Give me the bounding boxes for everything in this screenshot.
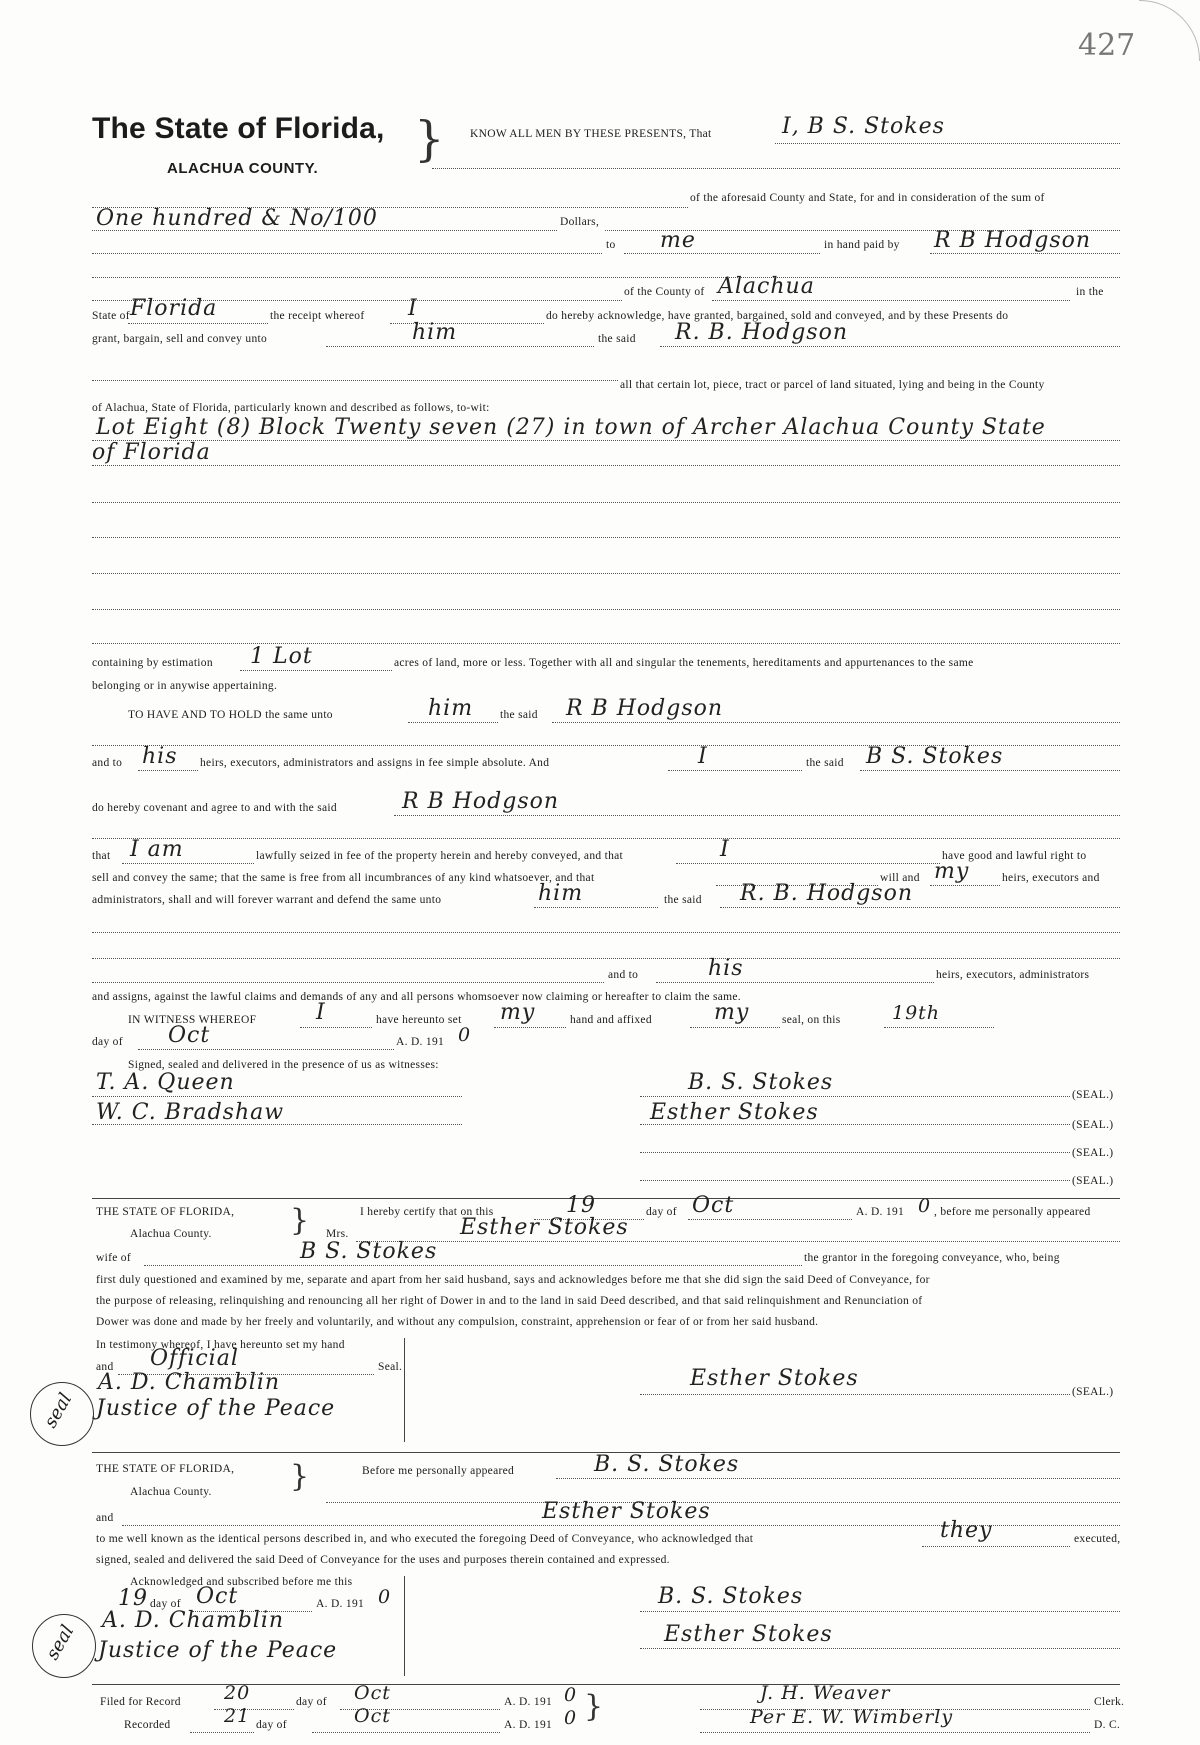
witness-2-handwriting: W. C. Bradshaw: [96, 1100, 285, 1125]
filed-day-of: day of: [296, 1696, 327, 1708]
ack-signature-2-handwriting: Esther Stokes: [664, 1622, 833, 1647]
rule: [300, 1027, 372, 1028]
know-all-text: KNOW ALL MEN BY THESE PRESENTS, That: [470, 128, 712, 140]
receipt-handwriting: I: [408, 296, 418, 321]
rec-month-handwriting: Oct: [354, 1705, 391, 1727]
witness-text: IN WITNESS WHEREOF: [128, 1014, 257, 1026]
rule: [128, 323, 268, 324]
rule: [92, 380, 618, 381]
dower-day-handwriting: 19: [566, 1193, 596, 1218]
ack-brace: }: [290, 1459, 310, 1494]
and-to-2-text: and to: [608, 969, 639, 981]
dower-title-handwriting: Justice of the Peace: [96, 1396, 336, 1421]
rule: [92, 609, 1120, 610]
filed-month-handwriting: Oct: [354, 1682, 391, 1704]
recorded-text: Recorded: [124, 1719, 171, 1731]
dc-handwriting: Per E. W. Wimberly: [750, 1706, 954, 1728]
signed-text: Signed, sealed and delivered in the presence of us as witnesses:: [128, 1059, 439, 1071]
description-line-1-handwriting: Lot Eight (8) Block Twenty seven (27) in town of Archer Alachua County State: [96, 415, 1046, 440]
seized-text: lawfully seized in fee of the property herein and hereby conveyed, and that: [256, 850, 624, 862]
in-the-text: in the: [1076, 286, 1104, 298]
rule: [138, 1049, 394, 1050]
grantor-handwriting: I, B S. Stokes: [782, 114, 945, 139]
rule: [92, 502, 1120, 503]
defend-said-handwriting: R. B. Hodgson: [740, 881, 914, 906]
dower-signature-handwriting: Esther Stokes: [690, 1366, 859, 1391]
dower-state: THE STATE OF FLORIDA,: [96, 1206, 235, 1218]
rule: [240, 670, 392, 671]
rule: [92, 1096, 462, 1097]
dower-certify: I hereby certify that on this: [360, 1206, 494, 1218]
dower-testimony: In testimony whereof, I have hereunto set my hand: [96, 1339, 345, 1351]
the-said-2-text: the said: [500, 709, 538, 721]
dc-text: D. C.: [1094, 1719, 1121, 1731]
dower-mrs: Mrs.: [326, 1228, 349, 1240]
county-handwriting: Alachua: [718, 274, 815, 299]
rule: [326, 346, 594, 347]
containing-text: containing by estimation: [92, 657, 213, 669]
acknowledge-text: do hereby acknowledge, have granted, bargained, sold and conveyed, and by these Presents do: [546, 310, 1009, 322]
rule: [922, 1546, 1070, 1547]
rule: [860, 770, 1120, 771]
ack-officer-handwriting: A. D. Chamblin: [102, 1608, 285, 1633]
day-of-text: day of: [92, 1036, 123, 1048]
said-handwriting: R. B. Hodgson: [675, 320, 849, 345]
rec-day-of: day of: [256, 1719, 287, 1731]
rule: [720, 907, 1120, 908]
ack-day-of: day of: [150, 1598, 181, 1610]
document-title: The State of Florida,: [92, 112, 385, 145]
estimation-handwriting: 1 Lot: [250, 644, 313, 669]
dower-seal-stamp-text: seal: [40, 1389, 77, 1432]
rule: [408, 722, 498, 723]
rule: [534, 907, 658, 908]
filed-ad: A. D. 191: [504, 1696, 553, 1708]
ack-and: and: [96, 1512, 114, 1524]
rule: [712, 300, 1070, 301]
line-text: of the aforesaid County and State, for and in consideration of the sum of: [690, 192, 1045, 204]
grantee-handwriting: R B Hodgson: [934, 228, 1092, 253]
dower-divider: [404, 1338, 405, 1442]
day-handwriting: 19th: [892, 1002, 941, 1024]
the-said-3-text: the said: [806, 757, 844, 769]
ack-executed: executed,: [1074, 1533, 1121, 1545]
ack-year-handwriting: 0: [378, 1586, 392, 1608]
rule: [775, 143, 1120, 144]
ack-known: to me well known as the identical persons described in, and who executed the foregoing Deed of Conveyance, who acknowledged that: [96, 1533, 754, 1545]
seal-label-4: (SEAL.): [1072, 1175, 1114, 1187]
that-handwriting: I am: [130, 837, 184, 862]
rule: [676, 863, 940, 864]
ack-acknowledged: Acknowledged and subscribed before me this: [130, 1576, 353, 1588]
witness-handwriting: I: [316, 1000, 326, 1025]
assigns-text: and assigns, against the lawful claims and demands of any and all persons whomsoever now claiming or hereafter to claim the same.: [92, 991, 741, 1003]
filed-day-handwriting: 20: [224, 1682, 251, 1704]
grant-text: grant, bargain, sell and convey unto: [92, 333, 268, 345]
ack-day-handwriting: 19: [118, 1586, 148, 1611]
rule: [92, 277, 1120, 278]
rec-year-handwriting: 0: [564, 1707, 578, 1729]
state-text: State of: [92, 310, 130, 322]
dower-officer-handwriting: A. D. Chamblin: [98, 1370, 281, 1395]
seized-handwriting: I: [720, 837, 730, 862]
dower-county: Alachua County.: [130, 1228, 212, 1240]
document-county: ALACHUA COUNTY.: [167, 160, 319, 177]
rule: [92, 932, 1120, 933]
sell-convey-text: sell and convey the same; that the same is free from all incumbrances of any kind whatsoever, and that: [92, 872, 595, 884]
rule: [884, 1027, 994, 1028]
rule: [700, 1732, 1090, 1733]
rec-ad: A. D. 191: [504, 1719, 553, 1731]
dower-paragraph-1: first duly questioned and examined by me, separate and apart from her said husband, says and acknowledges before me that she did sign the said Deed of Conveyance, for: [96, 1274, 930, 1286]
rule: [552, 722, 1120, 723]
rule: [92, 465, 1120, 466]
that-text: that: [92, 850, 111, 862]
ack-divider: [404, 1576, 405, 1676]
rule: [144, 1265, 802, 1266]
bs-handwriting: B S. Stokes: [866, 744, 1004, 769]
dower-grantor: the grantor in the foregoing conveyance, who, being: [804, 1252, 1060, 1264]
seal-label-2: (SEAL.): [1072, 1119, 1114, 1131]
ack-ad: A. D. 191: [316, 1598, 365, 1610]
and-to-text: and to: [92, 757, 123, 769]
his-handwriting: his: [142, 744, 178, 769]
rule: [930, 253, 1120, 254]
ack-title-handwriting: Justice of the Peace: [98, 1638, 338, 1663]
seal-label-3: (SEAL.): [1072, 1147, 1114, 1159]
filing-brace: }: [584, 1689, 604, 1724]
dower-before: , before me personally appeared: [934, 1206, 1091, 1218]
clerk-handwriting: J. H. Weaver: [760, 1682, 891, 1704]
rule: [668, 770, 802, 771]
filed-year-handwriting: 0: [564, 1684, 578, 1706]
hand-affixed-text: hand and affixed: [570, 1014, 652, 1026]
rule: [326, 1502, 1120, 1503]
dower-mrs-handwriting: Esther Stokes: [460, 1215, 629, 1240]
heirs-exec-text: heirs, executors and: [1002, 872, 1100, 884]
and-handwriting: I: [698, 744, 708, 769]
rule: [190, 1732, 254, 1733]
dower-paragraph-3: Dower was done and made by her freely and voluntarily, and without any compulsion, constraint, apprehension or fear of or from her said husband.: [96, 1316, 819, 1328]
have-said-handwriting: R B Hodgson: [566, 696, 724, 721]
witness-1-handwriting: T. A. Queen: [96, 1070, 235, 1095]
seal-on-text: seal, on this: [782, 1014, 841, 1026]
covenant-text: do hereby covenant and agree to and with the said: [92, 802, 337, 814]
dower-official-handwriting: Official: [150, 1346, 239, 1371]
have-handwriting: him: [428, 696, 474, 721]
rule: [122, 863, 254, 864]
dower-brace: }: [290, 1203, 310, 1238]
rule: [640, 1152, 1070, 1153]
rule: [640, 1648, 1120, 1649]
rule: [92, 440, 1120, 441]
receipt-text: the receipt whereof: [270, 310, 365, 322]
rule: [930, 885, 1000, 886]
rule: [494, 1027, 566, 1028]
rec-day-handwriting: 21: [224, 1705, 251, 1727]
rule: [138, 770, 198, 771]
rule: [92, 982, 604, 983]
dower-wife-of: wife of: [96, 1252, 131, 1264]
the-said-text: the said: [598, 333, 636, 345]
rule: [92, 537, 1120, 538]
rule: [556, 1478, 1120, 1479]
rule: [640, 1180, 1070, 1181]
ack-before: Before me personally appeared: [362, 1465, 515, 1477]
ack-state: THE STATE OF FLORIDA,: [96, 1463, 235, 1475]
dower-year-handwriting: 0: [918, 1195, 932, 1217]
all-that-text: all that certain lot, piece, tract or parcel of land situated, lying and being in the County: [620, 379, 1045, 391]
rule: [660, 346, 1120, 347]
heirs-exec-2-text: heirs, executors, administrators: [936, 969, 1090, 981]
in-hand-text: in hand paid by: [824, 239, 900, 251]
to-handwriting: me: [660, 228, 696, 253]
month-handwriting: Oct: [168, 1023, 211, 1048]
rule: [92, 838, 1120, 839]
hereunto-text: have hereunto set: [376, 1014, 462, 1026]
ad-text: A. D. 191: [396, 1036, 445, 1048]
rule: [312, 1732, 500, 1733]
covenant-handwriting: R B Hodgson: [402, 789, 560, 814]
rule: [92, 573, 1120, 574]
seal-label-1: (SEAL.): [1072, 1089, 1114, 1101]
header-brace: }: [414, 111, 445, 167]
amount-handwriting: One hundred & No/100: [96, 206, 378, 231]
year-handwriting: 0: [458, 1024, 472, 1046]
page-curl: [1139, 0, 1200, 61]
administrators-text: administrators, shall and will forever warrant and defend the same unto: [92, 894, 442, 906]
rule: [640, 1611, 1120, 1612]
good-right-text: have good and lawful right to: [942, 850, 1087, 862]
unto-handwriting: him: [412, 320, 458, 345]
defend-handwriting: him: [538, 881, 584, 906]
rule: [356, 1241, 1120, 1242]
section-divider: [92, 1198, 1120, 1199]
dower-paragraph-2: the purpose of releasing, relinquishing and renouncing all her right of Dower in and to the land in said Deed described, and that said relinquishment and Renunciation of: [96, 1295, 923, 1307]
dower-and: and: [96, 1361, 114, 1373]
rule: [92, 958, 1120, 959]
dower-day-of: day of: [646, 1206, 677, 1218]
set-handwriting: my: [500, 1000, 536, 1025]
signature-2-handwriting: Esther Stokes: [650, 1100, 819, 1125]
acres-text: acres of land, more or less. Together with all and singular the tenements, hereditaments and appurtenances to the same: [394, 657, 974, 669]
dower-wife-handwriting: B S. Stokes: [300, 1239, 438, 1264]
rule: [656, 982, 934, 983]
of-alachua-text: of Alachua, State of Florida, particularly known and described as follows, to-wit:: [92, 402, 490, 414]
rule: [640, 1394, 1070, 1395]
my-handwriting: my: [934, 859, 970, 884]
rule: [688, 1219, 852, 1220]
dower-ad: A. D. 191: [856, 1206, 905, 1218]
ack-month-handwriting: Oct: [196, 1584, 239, 1609]
dower-seal: Seal.: [378, 1361, 403, 1373]
state-handwriting: Florida: [130, 296, 218, 321]
rule: [92, 230, 557, 231]
signature-1-handwriting: B. S. Stokes: [688, 1070, 834, 1095]
his-2-handwriting: his: [708, 956, 744, 981]
ack-seal-stamp-text: seal: [42, 1621, 79, 1664]
to-text: to: [606, 239, 616, 251]
dollars-text: Dollars,: [560, 216, 600, 228]
ack-signature-1-handwriting: B. S. Stokes: [658, 1584, 804, 1609]
page-number: 427: [1078, 28, 1136, 63]
filed-text: Filed for Record: [100, 1696, 181, 1708]
rule: [92, 1124, 462, 1125]
dower-month-handwriting: Oct: [692, 1193, 735, 1218]
ack-person-2-handwriting: Esther Stokes: [542, 1499, 711, 1524]
rule: [640, 1096, 1070, 1097]
belonging-text: belonging or in anywise appertaining.: [92, 680, 278, 692]
ack-signed: signed, sealed and delivered the said Deed of Conveyance for the uses and purposes therein contained and expressed.: [96, 1554, 670, 1566]
ack-they-handwriting: they: [940, 1518, 993, 1543]
of-county-text: of the County of: [624, 286, 705, 298]
rule: [690, 1027, 780, 1028]
rule: [92, 253, 602, 254]
rule: [92, 643, 1120, 644]
ack-person-1-handwriting: B. S. Stokes: [594, 1452, 740, 1477]
clerk-text: Clerk.: [1094, 1696, 1125, 1708]
rule: [432, 168, 1120, 169]
affixed-handwriting: my: [714, 1000, 750, 1025]
the-said-4-text: the said: [664, 894, 702, 906]
description-line-2-handwriting: of Florida: [92, 440, 211, 465]
to-have-text: TO HAVE AND TO HOLD the same unto: [128, 709, 333, 721]
rule: [394, 815, 1120, 816]
ack-county: Alachua County.: [130, 1486, 212, 1498]
rule: [624, 253, 820, 254]
dower-seal-label: (SEAL.): [1072, 1386, 1114, 1398]
will-and-text: will and: [880, 872, 920, 884]
rule: [640, 1124, 1070, 1125]
heirs-text: heirs, executors, administrators and assigns in fee simple absolute. And: [200, 757, 550, 769]
